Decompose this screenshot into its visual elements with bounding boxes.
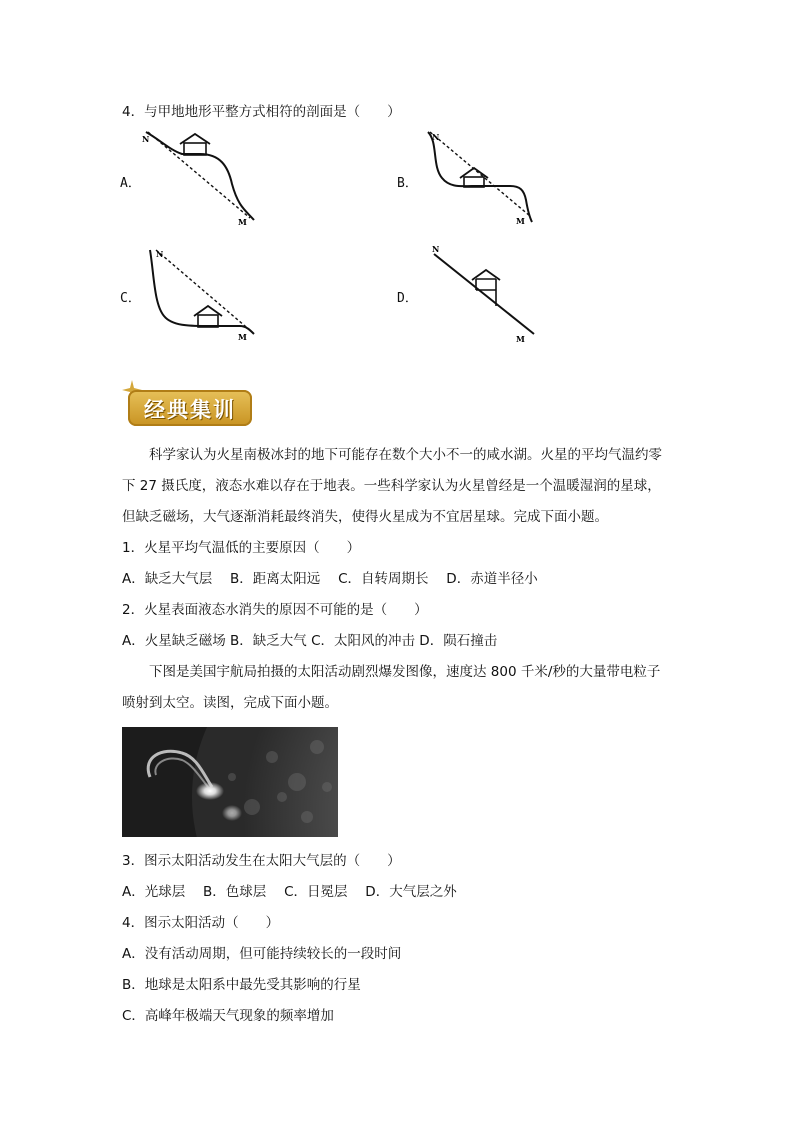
q2-stem: 2．火星表面液态水消失的原因不可能的是（ ） xyxy=(122,602,428,618)
q4b-stem: 4．图示太阳活动（ ） xyxy=(122,915,280,931)
point-n-a: N xyxy=(142,134,150,144)
q4-option-c-label: C． xyxy=(120,291,141,306)
dashed-line-a xyxy=(148,132,250,218)
passage1-line2: 下 27 摄氏度，液态水难以存在于地表。一些科学家认为火星曾经是一个温暖湿润的星球， xyxy=(122,478,661,494)
q4b-option-c: C．高峰年极端天气现象的频率增加 xyxy=(122,1008,334,1024)
q4-option-b-label: B． xyxy=(397,176,418,191)
q4b-option-a: A．没有活动周期，但可能持续较长的一段时间 xyxy=(122,946,402,962)
q3-options: A．光球层 B．色球层 C．日冕层 D．大气层之外 xyxy=(122,884,457,900)
profile-diagram-c xyxy=(140,244,265,346)
profile-diagram-b xyxy=(420,126,545,228)
terrain-line-d xyxy=(434,254,534,334)
point-m-b: M xyxy=(516,216,525,226)
solar-flare-photo xyxy=(122,727,338,837)
point-m-c: M xyxy=(238,332,247,342)
q1-options: A．缺乏大气层 B．距离太阳远 C．自转周期长 D．赤道半径小 xyxy=(122,571,538,587)
q4-option-d-label: D． xyxy=(397,291,418,306)
point-m-a: M xyxy=(238,217,247,227)
point-m-d: M xyxy=(516,334,525,344)
point-n-d: N xyxy=(432,244,440,254)
house-icon xyxy=(472,270,500,306)
solar-flare-image xyxy=(122,727,338,837)
passage2-line1: 下图是美国宇航局拍摄的太阳活动剧烈爆发图像，速度达 800 千米/秒的大量带电粒子 xyxy=(149,664,661,680)
house-icon xyxy=(194,306,222,327)
point-n-c: N xyxy=(156,249,164,259)
dashed-line-b xyxy=(430,132,530,216)
q2-options: A．火星缺乏磁场 B．缺乏大气 C．太阳风的冲击 D．陨石撞击 xyxy=(122,633,498,649)
q4-option-a-label: A． xyxy=(120,176,141,191)
passage2-line2: 喷射到太空。读图，完成下面小题。 xyxy=(122,695,338,711)
banner-title: 经典集训 xyxy=(144,398,236,422)
house-icon xyxy=(460,168,488,187)
house-icon xyxy=(180,134,210,155)
passage1-line1: 科学家认为火星南极冰封的地下可能存在数个大小不一的咸水湖。火星的平均气温约零 xyxy=(149,447,662,463)
q4b-option-b: B．地球是太阳系中最先受其影响的行星 xyxy=(122,977,361,993)
section-banner xyxy=(122,380,254,428)
q3-stem: 3．图示太阳活动发生在太阳大气层的（ ） xyxy=(122,853,401,869)
profile-diagram-d xyxy=(420,244,545,346)
terrain-line-c xyxy=(150,250,254,334)
profile-diagram-a xyxy=(140,126,265,228)
q1-stem: 1．火星平均气温低的主要原因（ ） xyxy=(122,540,361,556)
q4-top-stem: 4．与甲地地形平整方式相符的剖面是（ ） xyxy=(122,104,401,120)
passage1-line3: 但缺乏磁场，大气逐渐消耗最终消失，使得火星成为不宜居星球。完成下面小题。 xyxy=(122,509,608,525)
dashed-line-c xyxy=(156,250,252,332)
point-n-b: N xyxy=(432,132,440,142)
